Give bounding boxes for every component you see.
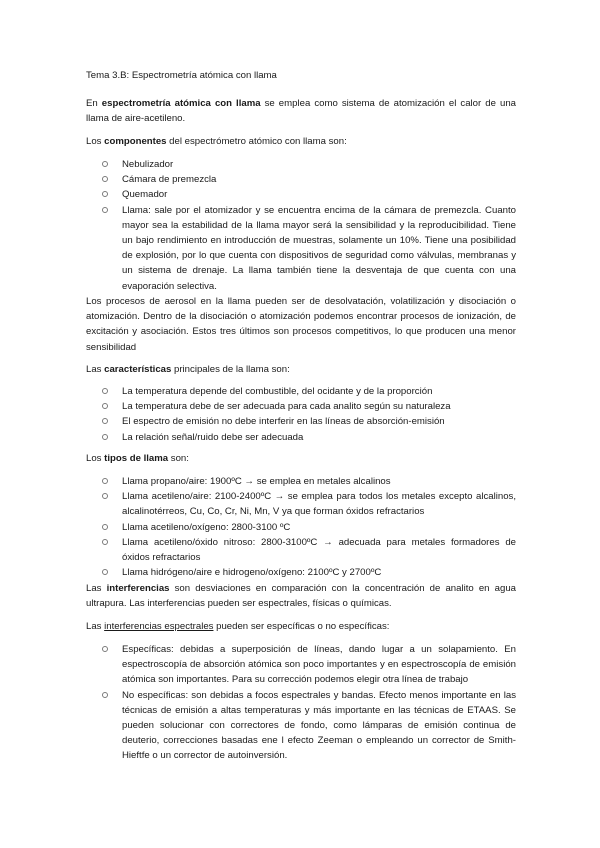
flame-types-list xyxy=(86,474,516,580)
bullet-icon xyxy=(102,176,108,182)
list-item xyxy=(86,430,516,445)
bullet-icon xyxy=(102,692,108,698)
characteristics-bold: características xyxy=(104,364,172,375)
components-pre: Los xyxy=(86,136,105,147)
list-item-text: Cámara de premezcla xyxy=(122,174,217,186)
list-item-text: La relación señal/ruido debe ser adecuada xyxy=(122,431,304,443)
flame-types-pre: Los xyxy=(86,453,105,464)
list-item-text: Llama acetileno/aire: 2100-2400ºC → se emplea para todos los metales excepto alcalinos, alcalinotérreos, Cu, Co, Cr, Ni, Mn, V ya que forman óxidos refractarios xyxy=(122,491,516,518)
spectral-pre: Las xyxy=(86,621,105,632)
bullet-icon xyxy=(102,388,108,394)
document-title: Tema 3.B: Espectrometría atómica con llama xyxy=(86,70,277,81)
list-item xyxy=(86,172,516,187)
spectral-list xyxy=(86,642,516,764)
components-heading xyxy=(86,134,516,149)
spectral-underlined: interferencias espectrales xyxy=(104,621,214,632)
list-item xyxy=(86,520,516,535)
list-item-text: Específicas: debidas a superposición de líneas, dando lugar a un solapamiento. En espectroscopía de absorción atómica son poco importantes y en espectroscopía de emisión atómica son importantes. Para su corrección podemos elegir otra línea de trabajo xyxy=(122,644,516,686)
list-item xyxy=(86,489,516,519)
bullet-icon xyxy=(102,207,108,213)
intro-paragraph xyxy=(86,96,516,126)
list-item-text: La temperatura debe de ser adecuada para cada analito según su naturaleza xyxy=(122,401,451,413)
bullet-icon xyxy=(102,191,108,197)
interferences-post: son desviaciones en comparación con la concentración de analito en agua ultrapura. Las interferencias pueden ser espectrales, físicas o químicas. xyxy=(86,583,516,610)
list-item xyxy=(86,187,516,202)
interferences-paragraph xyxy=(86,581,516,611)
spectral-heading xyxy=(86,619,516,634)
list-item xyxy=(86,474,516,489)
list-item-text: Llama acetileno/óxido nitroso: 2800-3100ºC → adecuada para metales formadores de óxidos refractarios xyxy=(122,536,516,564)
spectral-post: pueden ser específicas o no específicas: xyxy=(213,621,390,632)
list-item xyxy=(86,565,516,580)
interferences-bold: interferencias xyxy=(106,583,170,594)
flame-types-bold: tipos de llama xyxy=(104,453,169,464)
bullet-icon xyxy=(102,478,108,484)
bullet-icon xyxy=(102,569,108,575)
bullet-icon xyxy=(102,646,108,652)
bullet-icon xyxy=(102,434,108,440)
components-bold: componentes xyxy=(104,136,167,147)
bullet-icon xyxy=(102,161,108,167)
list-item xyxy=(86,399,516,414)
bullet-icon xyxy=(102,403,108,409)
list-item-text: La temperatura depende del combustible, del ocidante y de la proporción xyxy=(122,386,433,397)
list-item xyxy=(86,688,516,764)
bullet-icon xyxy=(102,524,108,530)
list-item-text: Llama acetileno/oxígeno: 2800-3100 ºC xyxy=(122,521,291,533)
intro-post: se emplea como sistema de atomización el calor de una llama de aire-acetileno. xyxy=(86,98,516,125)
bullet-icon xyxy=(102,418,108,424)
flame-types-post: son: xyxy=(168,453,189,464)
list-item-text: Llama hidrógeno/aire e hidrogeno/oxígeno: 2100ºC y 2700ºC xyxy=(122,567,382,579)
characteristics-post: principales de la llama son: xyxy=(171,364,290,375)
list-item-text: Llama propano/aire: 1900ºC → se emplea en metales alcalinos xyxy=(122,476,391,487)
components-list xyxy=(86,157,516,294)
list-item-text: No específicas: son debidas a focos espectrales y bandas. Efecto menos importante en las técnicas de emisión a altas temperaturas y más importante en las técnicas de ETAAS. Se pueden solucionar con correctores de fondo, como lámparas de emisión continua de deuterio, correcciones basadas ene l efecto Zeeman o empleando un corrector de Smith-Hieftfe o un corrector de autoinversión. xyxy=(122,689,516,762)
components-post: del espectrómetro atómico con llama son: xyxy=(166,136,347,147)
flame-types-heading xyxy=(86,451,516,466)
list-item xyxy=(86,535,516,565)
list-item xyxy=(86,642,516,688)
characteristics-pre: Las xyxy=(86,364,105,375)
list-item-text: El espectro de emisión no debe interferir en las líneas de absorción-emisión xyxy=(122,416,445,428)
list-item-text: Quemador xyxy=(122,189,168,201)
list-item xyxy=(86,203,516,294)
intro-pre: En xyxy=(86,98,102,109)
bullet-icon xyxy=(102,539,108,545)
characteristics-list xyxy=(86,384,516,445)
intro-bold: espectrometría atómica con llama xyxy=(101,98,261,109)
list-item-text: Nebulizador xyxy=(122,159,174,170)
list-item-text: Llama: sale por el atomizador y se encuentra encima de la cámara de premezcla. Cuanto mayor sea la estabilidad de la llama mayor será la sensibilidad y la reproducibilidad. Tiene un bajo rendimiento en introducción de muestras, solamente un 10%. Tiene una posibilidad de explosión, por lo que cuenta con dispositivos de seguridad como válvulas, membranas y un sistema de drenaje. La llama también tiene la desventaja de que cuenta con una evaporación selectiva. xyxy=(122,204,516,292)
interferences-pre: Las xyxy=(86,583,107,594)
list-item xyxy=(86,157,516,172)
bullet-icon xyxy=(102,493,108,499)
list-item xyxy=(86,384,516,399)
characteristics-heading xyxy=(86,362,516,377)
list-item xyxy=(86,414,516,429)
aerosol-paragraph: Los procesos de aerosol en la llama pueden ser de desolvatación, volatilización y disociación o atomización. Dentro de la disociación o atomización podemos encontrar procesos de ionización, de excitación y asociación. Estos tres últimos son procesos competitivos, lo que producen una menor sensibilidad xyxy=(86,296,516,353)
